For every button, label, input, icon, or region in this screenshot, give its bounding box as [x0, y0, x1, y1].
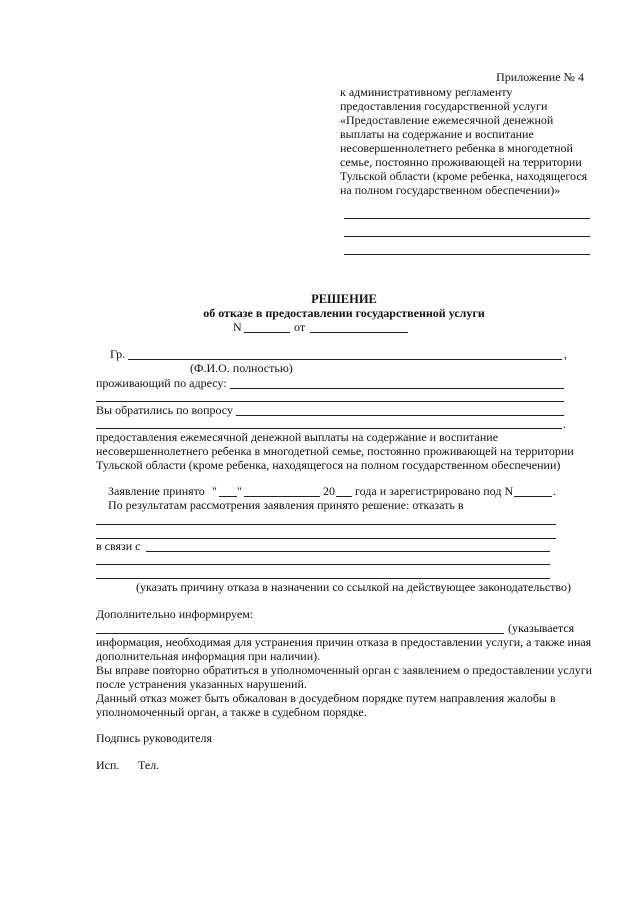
citizen-name-blank	[128, 359, 562, 360]
registration-number-blank	[514, 496, 552, 497]
question-blank-2	[96, 428, 562, 429]
info-tail: (указывается	[508, 621, 575, 635]
decision-blank-2	[96, 538, 556, 539]
quote-close: "	[237, 484, 242, 498]
appendix-blank-line	[344, 236, 590, 237]
additional-label: Дополнительно информируем:	[96, 607, 254, 621]
address-blank-2	[96, 401, 564, 402]
number-label: N	[233, 320, 242, 334]
year-blank	[336, 496, 352, 497]
executor-label: Исп.	[96, 758, 120, 772]
appendix-line: Тульской области (кроме ребенка, находящегося	[340, 169, 588, 183]
appendix-line: выплаты на содержание и воспитание	[340, 127, 534, 141]
document-title: РЕШЕНИЕ	[311, 292, 377, 306]
reason-blank-3	[96, 578, 550, 579]
date-label: от	[294, 320, 306, 334]
address-label: проживающий по адресу:	[96, 376, 227, 390]
info-line: дополнительная информация при наличии).	[96, 649, 321, 663]
comma: ,	[564, 347, 567, 361]
address-blank	[230, 388, 564, 389]
appendix-blank-line	[344, 254, 590, 255]
citizen-label: Гр.	[110, 347, 126, 361]
question-blank	[236, 415, 564, 416]
appeal-line: уполномоченный орган, а также в судебном порядке.	[96, 705, 367, 719]
question-label: Вы обратились по вопросу	[96, 403, 233, 417]
quote-open: "	[212, 484, 217, 498]
appendix-line: семье, постоянно проживающей на территории	[340, 155, 582, 169]
appendix-title: Приложение № 4	[496, 70, 584, 84]
appendix-line: на полном государственном обеспечении)»	[340, 183, 561, 197]
reason-blank	[146, 551, 550, 552]
day-blank	[219, 496, 237, 497]
repeat-line: Вы вправе повторно обратиться в уполномоченный орган с заявлением о предоставлении услуги	[96, 663, 593, 677]
reason-blank-2	[96, 564, 550, 565]
appendix-line: предоставления государственной услуги	[340, 99, 548, 113]
decision-blank	[96, 524, 556, 525]
appendix-blank-line	[344, 218, 590, 219]
repeat-line: после устранения указанных нарушений.	[96, 677, 307, 691]
service-line: Тульской области (кроме ребенка, находящегося на полном государственном обеспечении)	[96, 458, 561, 472]
decision-text: По результатам рассмотрения заявления принято решение: отказать в	[108, 498, 464, 512]
document-subtitle: об отказе в предоставлении государственной услуги	[203, 306, 485, 320]
service-line: несовершеннолетнего ребенка в многодетной семье, постоянно проживающей на территории	[96, 444, 574, 458]
registered-text: года и зарегистрировано под N	[355, 484, 514, 498]
period: .	[553, 484, 556, 498]
service-line: предоставления ежемесячной денежной выплаты на содержание и воспитание	[96, 430, 499, 444]
appeal-line: Данный отказ может быть обжалован в досудебном порядке путем направления жалобы в	[96, 691, 556, 705]
number-blank	[244, 332, 290, 333]
accepted-label: Заявление принято	[108, 484, 205, 498]
comma: .	[563, 417, 566, 431]
appendix-line: «Предоставление ежемесячной денежной	[340, 113, 554, 127]
year-prefix: 20	[323, 484, 335, 498]
date-blank	[310, 332, 408, 333]
phone-label: Тел.	[138, 758, 160, 772]
additional-blank	[96, 633, 504, 634]
reason-label: в связи с	[96, 539, 141, 553]
reason-hint: (указать причину отказа в назначении со ссылкой на действующее законодательство)	[136, 580, 571, 594]
fio-hint: (Ф.И.О. полностью)	[190, 361, 293, 375]
appendix-line: к административному регламенту	[340, 85, 513, 99]
appendix-line: несовершеннолетнего ребенка в многодетной	[340, 141, 573, 155]
signature-label: Подпись руководителя	[96, 731, 212, 745]
month-blank	[244, 496, 320, 497]
info-line: информация, необходимая для устранения причин отказа в предоставлении услуги, а также иная	[96, 635, 592, 649]
